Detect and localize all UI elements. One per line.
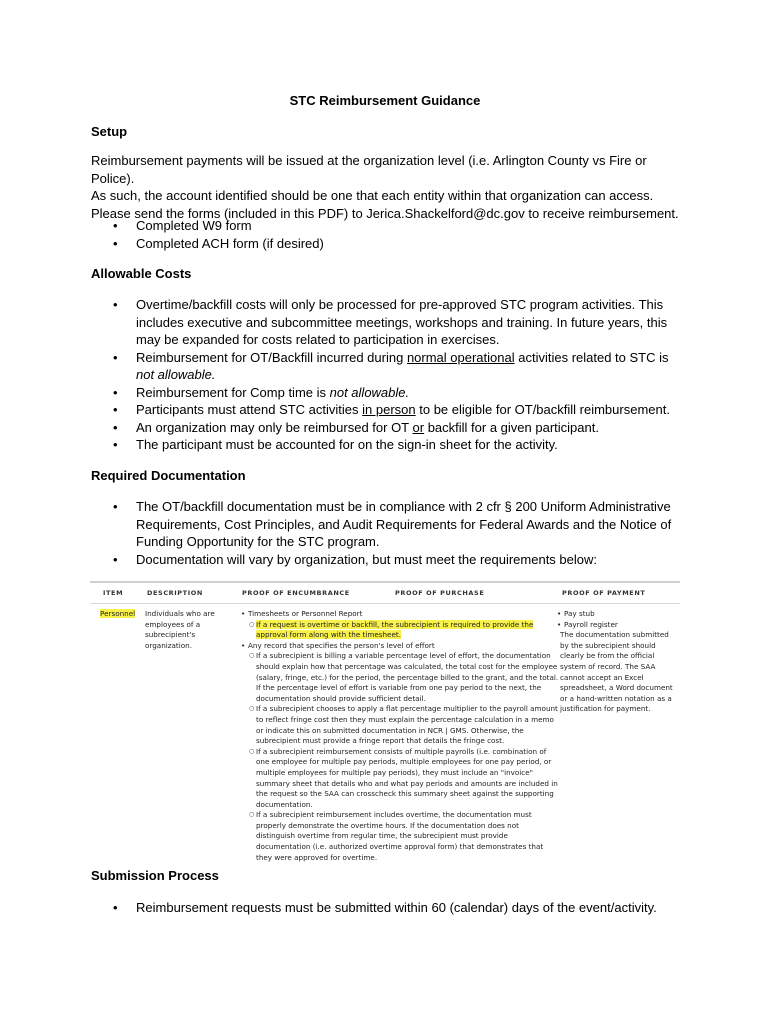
list-item: ○ If a subrecipient chooses to apply a flat percentage multiplier to the payroll amount to reflect fringe cost then they must explain the percentage calculation in a memo or indicate this on submitted documentation in NCR | GMS. Otherwise, the subrecipient must provide a fringe report that details the fringe cost. — [256, 704, 560, 746]
header-description: DESCRIPTION — [147, 589, 203, 597]
list-item: • Completed W9 form — [91, 217, 681, 235]
list-item — [91, 349, 681, 384]
encumbrance-cell — [248, 609, 560, 863]
underlined-text: normal operational — [406, 349, 515, 365]
submission-list — [91, 899, 691, 917]
text-span: to be eligible for OT/backfill reimbursement. — [415, 402, 670, 417]
list-item: • Completed ACH form (if desired) — [91, 235, 681, 253]
header-payment: PROOF OF PAYMENT — [562, 589, 646, 597]
list-item: • The OT/backfill documentation must be in compliance with 2 cfr § 200 Uniform Administrative Requirements, Cost Principles, and Audit Requirements for Federal Awards and the Notice of Funding Opportunity for the STC program. — [91, 498, 681, 551]
table-top-rule — [90, 581, 680, 583]
header-encumbrance: PROOF OF ENCUMBRANCE — [242, 589, 350, 597]
list-item: • Documentation will vary by organization, but must meet the requirements below: — [91, 551, 681, 569]
header-purchase: PROOF OF PURCHASE — [395, 589, 485, 597]
list-item: • Pay stub — [564, 609, 674, 620]
underlined-text: in person — [362, 402, 416, 417]
list-item — [91, 419, 681, 437]
underlined-text: or — [412, 419, 425, 435]
list-item: ○ If a subrecipient reimbursement consists of multiple payrolls (i.e. combination of one employee for multiple pay periods, multiple employees for one pay period, or multiple employees for multiple pay periods), they must include an "invoice" summary sheet that details who and what pay periods and amounts are included in the request so the SAA can crosscheck this summary sheet against the supporting documentation. — [256, 747, 560, 811]
header-item: ITEM — [103, 589, 124, 597]
list-item: • Any record that specifies the person's level of effort — [248, 641, 560, 652]
text-span: Reimbursement for Comp time is — [136, 384, 330, 400]
italic-text: not allowable. — [329, 384, 410, 400]
description-cell: Individuals who are employees of a subrecipient's organization. — [145, 609, 215, 650]
list-item: • Payroll register — [564, 620, 674, 631]
setup-paragraph — [91, 152, 691, 222]
text-span: An organization may only be reimbursed for OT — [136, 419, 413, 435]
document-title: STC Reimbursement Guidance — [289, 93, 481, 108]
setup-line-3: Please send the forms (included in this PDF) to Jerica.Shackelford@dc.gov to receive reimbursement. — [91, 205, 679, 221]
text-span: Participants must attend STC activities — [136, 402, 363, 417]
setup-line-2: As such, the account identified should be one that each entity within that organization can access. — [91, 188, 654, 203]
required-heading: Required Documentation — [91, 468, 246, 483]
table-item-cell — [100, 609, 135, 620]
text-span: backfill for a given participant. — [424, 419, 599, 435]
allowable-list — [91, 296, 681, 454]
payment-cell — [560, 609, 674, 715]
setup-list — [91, 217, 681, 252]
submission-heading: Submission Process — [91, 868, 219, 883]
list-item: • Overtime/backfill costs will only be processed for pre-approved STC program activities. This includes executive and subcommittee meetings, workshops and training. In future years, this may be expanded for costs related to participation in exercises. — [91, 296, 681, 349]
list-item: • Reimbursement requests must be submitted within 60 (calendar) days of the event/activity. — [91, 899, 691, 917]
required-list — [91, 498, 681, 568]
list-item: • Timesheets or Personnel Report — [248, 609, 560, 620]
list-item: • The participant must be accounted for on the sign-in sheet for the activity. — [91, 436, 681, 454]
list-item: ○ If a subrecipient is billing a variable percentage level of effort, the documentation should explain how that percentage was calculated, the total cost for the employee (salary, fringe, etc.) for the period, the percentage billed to the grant, and the total. If the percentage level of effort is variable from one pay period to the next, the documentation should provide sufficient detail. — [256, 651, 560, 704]
setup-line-1: Reimbursement payments will be issued at the organization level (i.e. Arlington County vs Fire or Police). — [91, 153, 647, 186]
list-item — [91, 401, 681, 419]
highlighted-text: If a request is overtime or backfill, the subrecipient is required to provide the approval form along with the timesheet. — [256, 619, 534, 640]
allowable-heading: Allowable Costs — [91, 266, 192, 281]
item-label: Personnel — [100, 609, 136, 618]
list-item — [91, 384, 681, 402]
text-span: Reimbursement for OT/Backfill incurred during — [136, 349, 407, 365]
text-span: activities related to STC is — [514, 349, 669, 365]
list-item — [256, 620, 560, 641]
payment-note: The documentation submitted by the subrecipient should clearly be from the official system of record. The SAA cannot accept an Excel spreadsheet, a Word document or a hand-written notation as a justification for payment. — [560, 630, 673, 714]
italic-text: not allowable. — [136, 367, 216, 382]
header-rule — [90, 603, 680, 604]
setup-heading: Setup — [91, 124, 128, 139]
list-item: ○ If a subrecipient reimbursement includes overtime, the documentation must properly demonstrate the overtime hours. If the documentation does not distinguish overtime from regular time, the subrecipient must provide documentation (i.e. authorized overtime approval form) that demonstrates that they were approved for overtime. — [256, 810, 560, 863]
